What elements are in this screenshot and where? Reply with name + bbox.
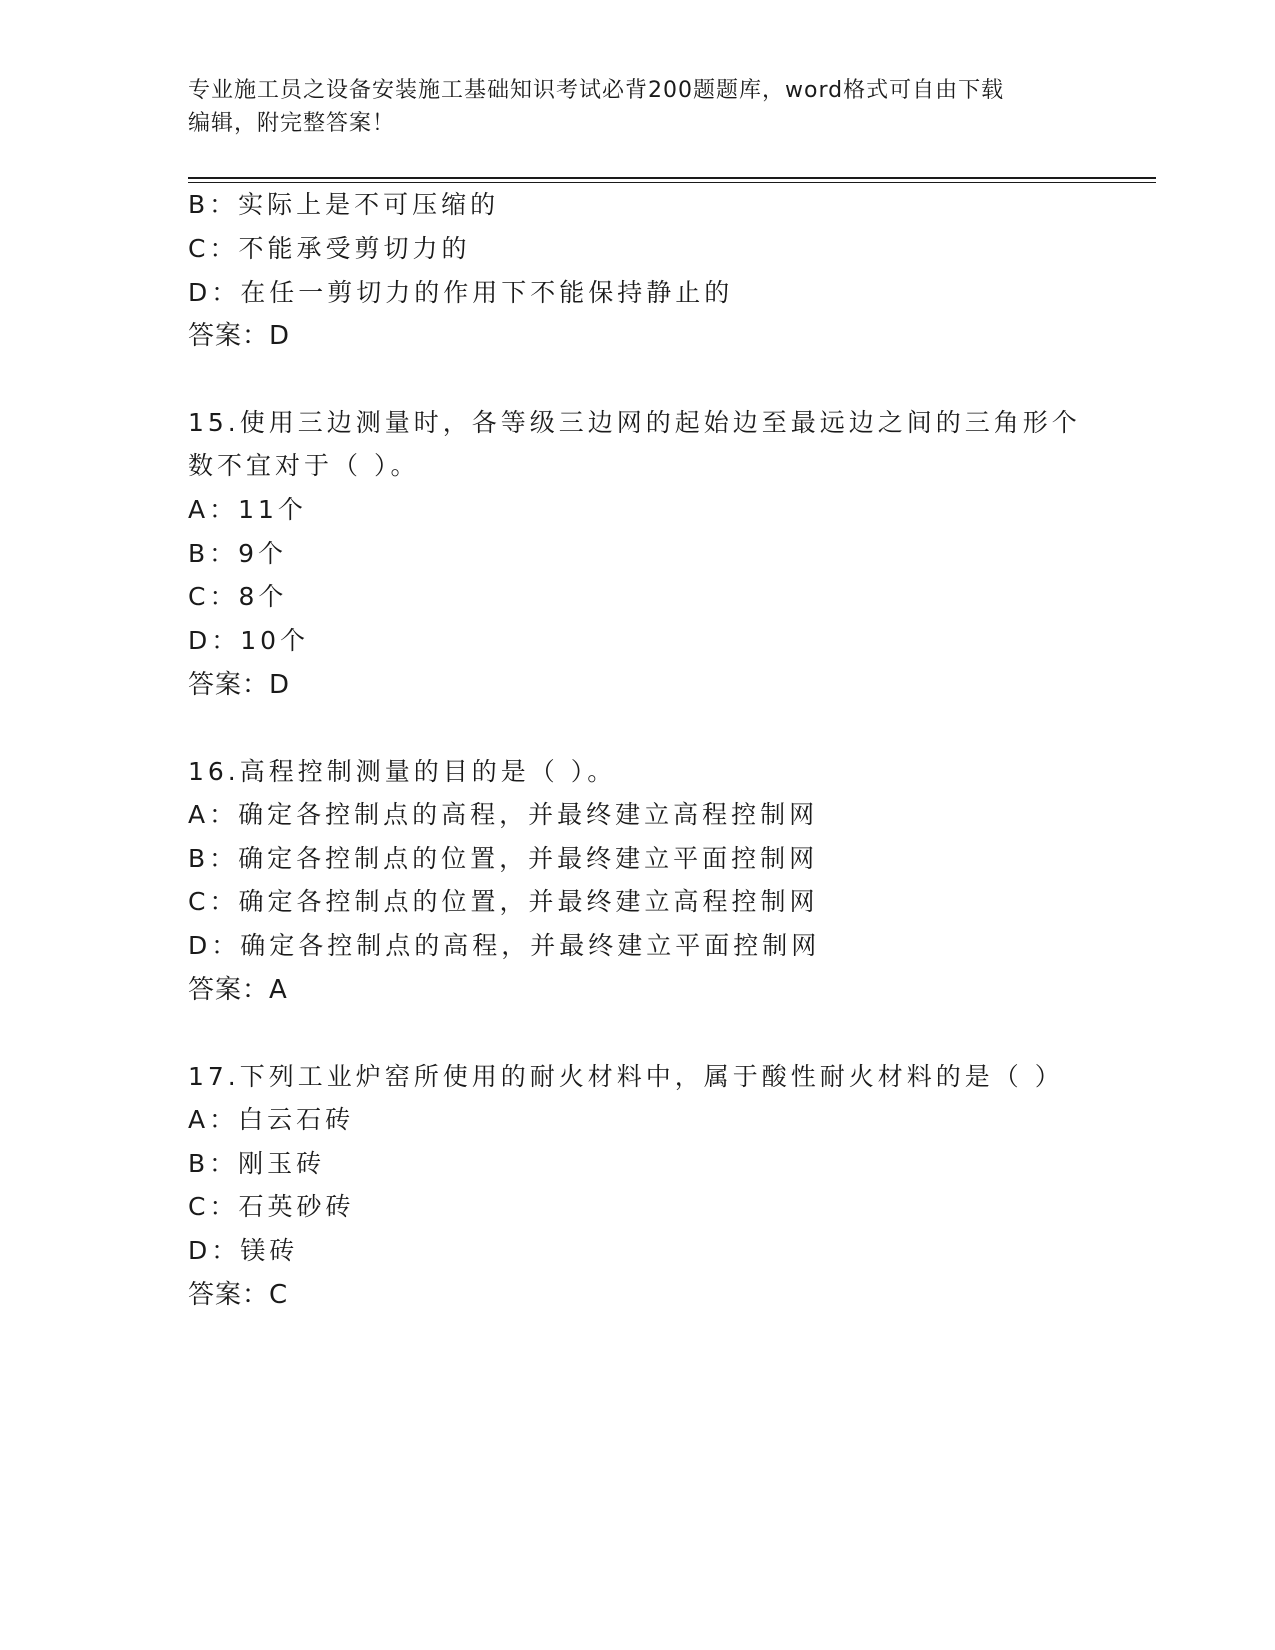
q16-option-d: D：确定各控制点的高程，并最终建立平面控制网 [188, 931, 821, 960]
q16-answer: 答案：A [188, 975, 288, 1005]
header-divider-thick [188, 177, 1156, 179]
header-title-line-2: 编辑，附完整答案！ [188, 111, 396, 136]
q16-option-c: C：确定各控制点的位置，并最终建立高程控制网 [188, 887, 819, 916]
q17-option-a: A：白云石砖 [188, 1105, 355, 1134]
q15-option-b: B：9个 [188, 539, 288, 568]
q16-option-a: A：确定各控制点的高程，并最终建立高程控制网 [188, 800, 819, 829]
header-divider-thin [188, 182, 1156, 183]
q15-stem-line-2: 数不宜对于（ ）。 [188, 451, 420, 480]
q15-option-a: A：11个 [188, 495, 307, 524]
q14-option-d: D：在任一剪切力的作用下不能保持静止的 [188, 278, 734, 307]
document-header [188, 74, 1088, 140]
q14-option-b: B：实际上是不可压缩的 [188, 190, 500, 219]
q17-stem: 17.下列工业炉窑所使用的耐火材料中，属于酸性耐火材料的是（ ） [188, 1062, 1064, 1091]
q17-answer: 答案：C [188, 1280, 289, 1310]
header-title-line-1: 专业施工员之设备安装施工基础知识考试必背200题题库，word格式可自由下载 [188, 78, 1005, 103]
q16-stem: 16.高程控制测量的目的是（ ）。 [188, 757, 617, 786]
q15-option-c: C：8个 [188, 582, 288, 611]
q14-answer: 答案：D [188, 321, 291, 351]
q17-option-b: B：刚玉砖 [188, 1149, 326, 1178]
q17-option-d: D：镁砖 [188, 1236, 299, 1265]
q15-option-d: D：10个 [188, 626, 310, 655]
q17-option-c: C：石英砂砖 [188, 1192, 355, 1221]
q16-option-b: B：确定各控制点的位置，并最终建立平面控制网 [188, 844, 819, 873]
q15-answer: 答案：D [188, 670, 291, 700]
q14-option-c: C：不能承受剪切力的 [188, 234, 471, 263]
q15-stem-line-1: 15.使用三边测量时，各等级三边网的起始边至最远边之间的三角形个 [188, 408, 1081, 437]
